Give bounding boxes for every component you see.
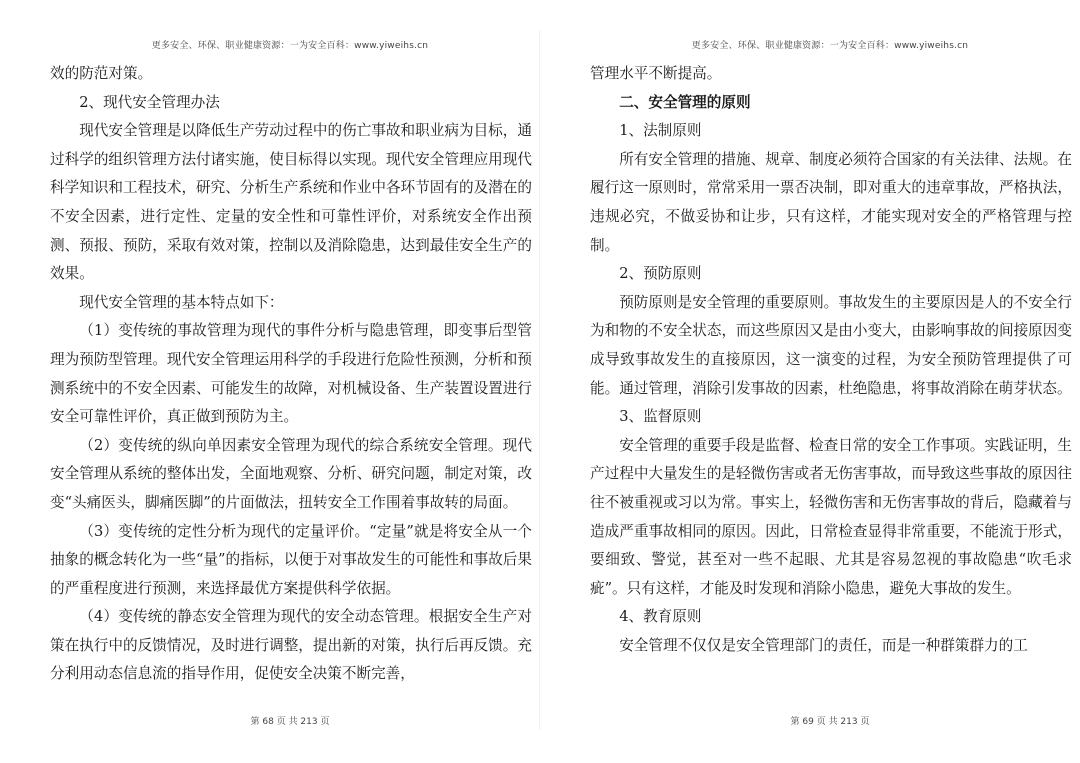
paragraph: 所有安全管理的措施、规章、制度必须符合国家的有关法律、法规。在履行这一原则时，常常采用一票否决制，即对重大的违章事故，严格执法，违规必究，不做妥协和让步，只有这样，才能实现对安全的严格管理与控制。: [590, 150, 1072, 254]
section-heading: 1、法制原则: [619, 122, 702, 140]
page-number: 第 68 页 共 213 页: [250, 717, 330, 727]
paragraph: 管理水平不断提高。: [590, 65, 722, 82]
list-item-paragraph: （4）变传统的静态安全管理为现代的安全动态管理。根据安全生产对策在执行中的反馈情况，及时进行调整，提出新的对策，执行后再反馈。充分利用动态信息流的指导作用，促使安全决策不断完善，: [50, 608, 532, 683]
paragraph: 安全管理的重要手段是监督、检查日常的安全工作事项。实践证明，生产过程中大量发生的是轻微伤害或者无伤害事故，而导致这些事故的原因往往不被重视或习以为常。事实上，轻微伤害和无伤害事故的背后，隐藏着与造成严重事故相同的原因。因此，日常检查显得非常重要，不能流于形式，要细致、警觉，甚至对一些不起眼、尤其是容易忽视的事故隐患“吹毛求疵”。只有这样，才能及时发现和消除小隐患，避免大事故的发生。: [590, 436, 1072, 597]
paragraph: 现代安全管理的基本特点如下：: [79, 293, 284, 311]
page-header: 更多安全、环保、职业健康资源：一为安全百科：www.yiweihs.cn: [151, 41, 429, 51]
paragraph: 效的防范对策。: [50, 65, 153, 82]
list-item-paragraph: （1）变传统的事故管理为现代的事件分析与隐患管理，即变事后型管理为预防型管理。现代安全管理运用科学的手段进行危险性预测，分析和预测系统中的不安全因素、可能发生的故障，对机械设备、生产装置设置进行安全可靠性评价，真正做到预防为主。: [50, 322, 532, 426]
list-item-paragraph: （2）变传统的纵向单因素安全管理为现代的综合系统安全管理。现代安全管理从系统的整体出发，全面地观察、分析、研究问题，制定对策，改变“头痛医头，脚痛医脚”的片面做法，扭转安全工作围着事故转的局面。: [50, 436, 532, 511]
left-page: [40, 0, 540, 763]
page-gutter: [539, 30, 540, 730]
chapter-heading: 二、安全管理的原则: [619, 93, 751, 111]
right-page: [580, 0, 1080, 763]
section-heading: 2、预防原则: [619, 265, 702, 283]
page-body: [50, 60, 532, 689]
section-heading: 3、监督原则: [619, 408, 702, 426]
list-item-paragraph: （3）变传统的定性分析为现代的定量评价。“定量”就是将安全从一个抽象的概念转化为一些“量”的指标，以便于对事故发生的可能性和事故后果的严重程度进行预测，来选择最优方案提供科学依据。: [50, 522, 532, 597]
paragraph: 安全管理不仅仅是安全管理部门的责任，而是一种群策群力的工: [619, 636, 1028, 654]
paragraph: 预防原则是安全管理的重要原则。事故发生的主要原因是人的不安全行为和物的不安全状态，而这些原因又是由小变大，由影响事故的间接原因变成导致事故发生的直接原因，这一演变的过程，为安全预防管理提供了可能。通过管理，消除引发事故的因素，杜绝隐患，将事故消除在萌芽状态。: [590, 293, 1072, 397]
page-number: 第 69 页 共 213 页: [790, 717, 870, 727]
section-heading: 4、教育原则: [619, 608, 702, 626]
section-heading: 2、现代安全管理办法: [79, 93, 220, 111]
page-header: 更多安全、环保、职业健康资源：一为安全百科：www.yiweihs.cn: [691, 41, 969, 51]
paragraph: 现代安全管理是以降低生产劳动过程中的伤亡事故和职业病为目标，通过科学的组织管理方法付诸实施，使目标得以实现。现代安全管理应用现代科学知识和工程技术，研究、分析生产系统和作业中各环节固有的及潜在的不安全因素，进行定性、定量的安全性和可靠性评价，对系统安全作出预测、预报、预防，采取有效对策，控制以及消除隐患，达到最佳安全生产的效果。: [50, 122, 532, 283]
page-body: [590, 60, 1072, 660]
